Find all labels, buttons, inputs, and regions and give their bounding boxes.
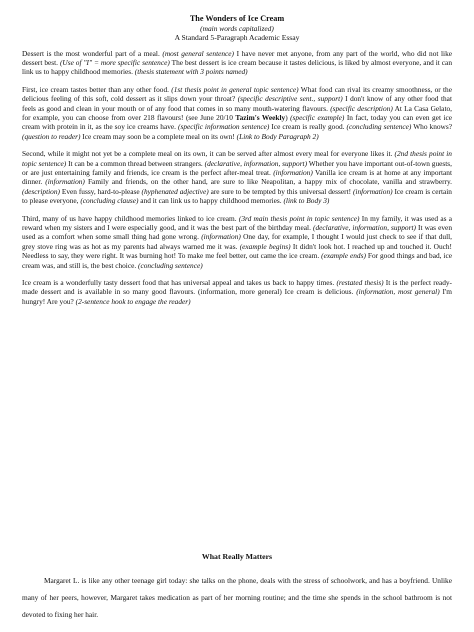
annotation-text: (information) (352, 186, 393, 196)
annotation-text: (example ends) (321, 251, 366, 261)
body-text: In my family, it was used as a reward when my sisters and I were especially good, and it was the best part of the birthday meal. (22, 213, 453, 232)
body-text: and it can link us to happy childhood memories. (138, 196, 284, 206)
body-text: Ice cream is certain to please everyone, (22, 186, 452, 206)
annotation-text: (specific example) (290, 112, 345, 122)
body-text: The best dessert is ice cream because it tastes delicious, is liked by almost everyone, and it can link us to happy childhood memories. (22, 57, 452, 77)
annotation-text: (information) (45, 177, 85, 187)
annotation-text: (3rd main thesis point in topic sentence) (238, 213, 360, 223)
annotation-text: (Link to Body Paragraph 2) (236, 131, 319, 141)
second-essay-section (22, 552, 452, 623)
body-text: What food can rival its creamy smoothness, or the delicious feeling of this soft, cold dessert as it slips down your throat? (22, 84, 452, 104)
essay-body (22, 49, 452, 307)
body-text: I don't know of any other food that feels as good and clean in your mouth or of any food that comes in so many mouth-watering flavours. (22, 94, 452, 113)
body-text: Ice cream may soon be a complete meal on its own! (80, 131, 237, 141)
annotation-text: (declarative, information, support) (313, 223, 416, 232)
body-text: First, ice cream tastes better than any other food. (22, 84, 172, 94)
paragraph-conclusion (22, 278, 452, 306)
body-text: Second, while it might not yet be a complete meal on its own, it can be served after almost every meal for everyone likes it. (22, 149, 395, 159)
body-text: ) (285, 112, 291, 122)
bold-text: Tazim's Weekly (235, 112, 286, 122)
section-body: Margaret L. is like any other teenage girl today: she talks on the phone, deals with the stress of schoolwork, and has a boyfriend. Unlike many of her peers, however, Margaret takes medication as part of her morning routine; and the time she spends in the school bathroom is not devoted to fixing her hair. (22, 576, 452, 619)
paragraph-body-1 (22, 85, 452, 141)
annotation-text: (specific descriptive sent., support) (237, 94, 343, 104)
annotation-text: (hyphenated adjective) (141, 186, 209, 196)
annotation-text: (restated thesis) (336, 278, 384, 288)
body-text: I have never met anyone, from any part of the world, who did not like dessert best. (22, 48, 452, 67)
body-text: For good things and bad, ice cream was, and still is, the best choice. (22, 251, 452, 270)
body-text: Even fussy, hard-to-please (59, 186, 142, 196)
annotation-text: (most general sentence) (162, 48, 235, 58)
body-text: It didn't look hot. I reached up and touched it. Ouch! Needless to say, they were right. It was burning hot! To make me feel better, out came the ice cream. (22, 241, 452, 261)
annotation-text: (concluding sentence) (346, 122, 412, 132)
paragraph-body-3 (22, 214, 452, 270)
body-text: In fact, today you can even get ice cream with protein in it, as the soy ice creams have. (22, 112, 453, 132)
body-text: Whether you have important out-of-town guests, or are just entertaining family and friends, ice cream is the perfect after-meal treat. (22, 158, 452, 177)
annotation-text: (2nd thesis point in topic sentence) (22, 149, 452, 168)
annotation-text: (description) (22, 186, 60, 196)
annotation-text: (information) (201, 232, 241, 242)
paragraph-body-2 (22, 149, 452, 205)
essay-header (22, 14, 452, 43)
annotation-text: (Use of "I" = more specific sentence) (59, 57, 170, 67)
body-text: Family and friends, on the other hand, are sure to like Neapolitan, a happy mix of chocolate, vanilla and strawberry. (84, 177, 453, 187)
paragraph-intro (22, 49, 452, 77)
body-text: Dessert is the most wonderful part of a meal. (22, 48, 163, 58)
body-text: One day, for example, I thought I would just check to see if that dull, grey stove ring was as hot as my parents had always warned me it was. (22, 232, 452, 251)
body-text: It was even used as a comfort when some small thing had gone wrong. (22, 223, 452, 242)
section-heading: What Really Matters (201, 552, 273, 561)
annotation-text: (information, most general) (356, 287, 440, 297)
body-text: At La Casa Gelato, for example, you can choose from over 218 flavours! (see June 20/10 (22, 103, 452, 122)
body-text: Vanilla ice cream is at home at any important dinner. (22, 167, 452, 187)
annotation-text: (declarative, information, support) (204, 158, 308, 168)
body-text: I'm hungry! Are you? (22, 287, 452, 306)
body-text: Ice cream is a wonderfully tasty dessert food that has universal appeal and takes us back to happy times. (22, 278, 337, 288)
annotation-text: (1st thesis point in general topic sentence) (171, 84, 299, 94)
annotation-text: (2-sentence hook to engage the reader) (75, 296, 191, 306)
body-text: Ice cream is really good. (269, 122, 347, 132)
essay-subtitle: (main words capitalized) (200, 24, 274, 33)
essay-kind: A Standard 5-Paragraph Academic Essay (174, 33, 300, 42)
annotation-text: (concluding sentence) (138, 260, 203, 270)
annotation-text: (example begins) (239, 241, 291, 251)
annotation-text: (specific information sentence) (178, 122, 270, 132)
body-text: are sure to be tempted by this universal dessert! (208, 186, 353, 196)
body-text: Third, many of us have happy childhood memories linked to ice cream. (22, 213, 239, 223)
body-text: Who knows? (411, 122, 452, 132)
annotation-text: (link to Body 3) (283, 196, 330, 206)
annotation-text: (thesis statement with 3 points named) (134, 67, 248, 77)
annotation-text: (concluding clause) (80, 196, 139, 206)
body-text: It can be a common thread between strangers. (66, 158, 205, 168)
annotation-text: (question to reader) (22, 131, 81, 141)
essay-title: The Wonders of Ice Cream (189, 14, 285, 23)
annotation-text: (information) (273, 167, 313, 177)
annotation-text: (specific description) (330, 103, 393, 113)
body-text: It is the perfect ready-made dessert and is available in so many good flavours. (information, more general) Ice cream is delicious. (22, 278, 453, 297)
